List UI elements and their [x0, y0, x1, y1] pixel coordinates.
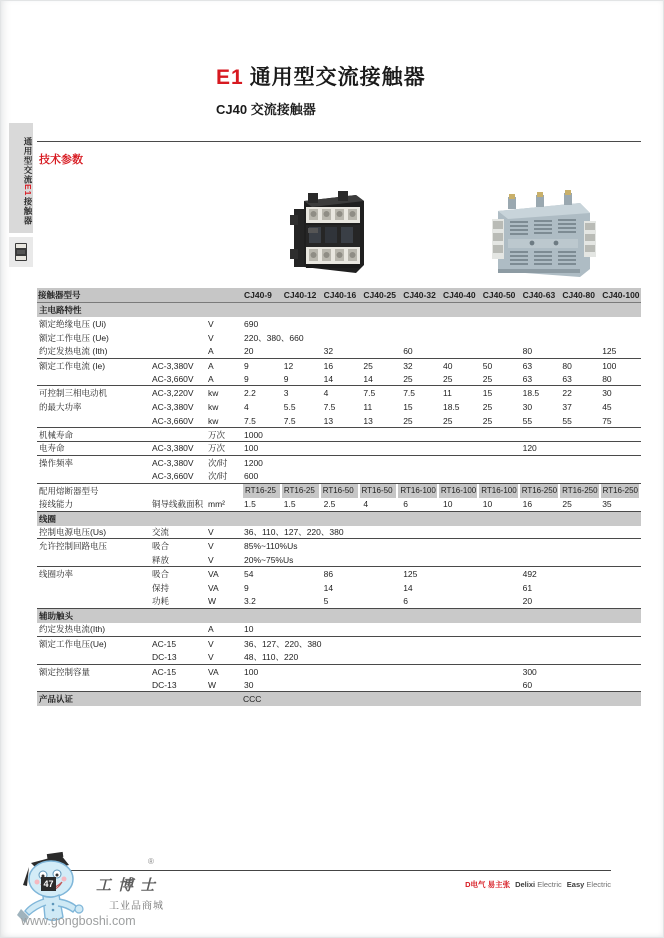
table-row	[37, 317, 641, 331]
row-unit: V	[208, 318, 214, 329]
row-value-1: 5.5	[283, 402, 296, 413]
row-value-0: 690	[244, 318, 259, 329]
row-label: 额定绝缘电压 (Ui)	[39, 318, 107, 329]
row-value-5: 25	[442, 374, 453, 384]
row-sublabel: 保持	[152, 583, 170, 594]
spec-table	[37, 288, 641, 706]
row-unit: 次/时	[208, 471, 228, 482]
row-value-0: 9	[244, 374, 249, 384]
row-sublabel: 吸合	[152, 569, 170, 580]
row-label: 操作频率	[39, 457, 74, 468]
row-sublabel: 交流	[152, 527, 170, 538]
row-value-8: RT16-250	[560, 484, 598, 498]
mini-contactor-icon	[13, 241, 29, 263]
row-value-4: 25	[403, 374, 413, 384]
row-value-0: 600	[244, 471, 259, 482]
row-value-7: 18.5	[522, 388, 540, 399]
row-value-0: 1000	[244, 429, 263, 440]
row-unit: 万次	[208, 443, 226, 454]
row-label: 额定控制容量	[39, 666, 91, 677]
row-sublabel: AC-3,380V	[152, 443, 194, 454]
side-tab-line2: 接触器	[23, 196, 33, 226]
row-label: 电寿命	[39, 443, 65, 454]
row-unit: W	[208, 596, 217, 607]
row-value-7: 63	[522, 360, 533, 371]
row-value-7: 60	[522, 679, 533, 690]
row-value-2: 14	[323, 583, 334, 594]
row-value-4: 60	[403, 346, 413, 357]
row-unit: A	[208, 360, 214, 371]
row-unit: A	[208, 624, 214, 635]
table-row	[37, 470, 641, 484]
table-row	[37, 373, 641, 387]
table-row	[37, 553, 641, 567]
side-tab	[9, 123, 33, 267]
row-sublabel: 功耗	[152, 596, 170, 607]
table-header-model-4: CJ40-32	[403, 290, 436, 300]
table-row	[37, 651, 641, 665]
row-value-0: 85%~110%Us	[244, 541, 298, 552]
row-value-0: 9	[244, 583, 249, 594]
brand-footer	[465, 879, 611, 890]
row-value-0: 1200	[244, 457, 263, 468]
row-value-8: 25	[562, 499, 572, 510]
page-title-text: 通用型交流接触器	[249, 66, 426, 89]
row-value-1: 7.5	[283, 415, 296, 426]
side-tab-line1: 通用型交流	[23, 136, 33, 185]
row-sublabel: AC-3,380V	[152, 457, 194, 468]
side-tab-label	[9, 123, 33, 235]
table-section-label: 主电路特性	[39, 305, 82, 315]
row-value-0: 1.5	[244, 499, 256, 510]
row-value-3: 13	[363, 415, 373, 426]
row-value-5: 25	[442, 415, 453, 426]
row-value-8: 55	[562, 415, 572, 426]
row-value-4: 14	[403, 583, 413, 594]
row-value-7: 492	[522, 569, 537, 580]
row-value-7: 30	[522, 402, 533, 413]
row-value-2: 32	[323, 346, 334, 357]
row-value-0: 4	[244, 402, 249, 413]
product-photo-large-contactor	[484, 185, 599, 290]
row-value-8: 22	[562, 388, 572, 399]
row-unit: mm²	[208, 499, 225, 510]
row-value-7: 300	[522, 666, 537, 677]
row-unit: 次/时	[208, 457, 228, 468]
table-section-label: 辅助触头	[39, 610, 74, 621]
table-row	[37, 539, 641, 553]
brand-delixi: Delixi Electric	[515, 880, 562, 889]
table-row	[37, 414, 641, 428]
row-sublabel: 释放	[152, 554, 170, 565]
row-value-0: 36、110、127、220、380	[244, 527, 344, 538]
row-unit: V	[208, 541, 214, 552]
row-unit: V	[208, 554, 214, 565]
row-value-3: RT16-50	[360, 484, 397, 498]
row-value-9: 75	[602, 415, 612, 426]
table-row	[37, 359, 641, 373]
row-value-0: 30	[244, 679, 254, 690]
table-row	[37, 428, 641, 442]
logo-title: 工博士	[96, 878, 163, 894]
row-unit: kw	[208, 402, 219, 413]
table-row	[37, 386, 641, 400]
row-unit: V	[208, 332, 214, 343]
table-header-label: 接触器型号	[38, 290, 81, 300]
page-subtitle: CJ40 交流接触器	[216, 102, 316, 117]
table-header-model-6: CJ40-50	[482, 290, 516, 300]
row-value-1: 1.5	[283, 499, 296, 510]
row-value-7: 80	[522, 346, 533, 357]
row-unit: 万次	[208, 429, 226, 440]
row-value-5: 18.5	[442, 402, 460, 413]
row-value-1: RT16-25	[282, 484, 319, 498]
table-row	[37, 498, 641, 512]
row-value-0: 10	[244, 624, 254, 635]
row-value-9: RT16-250	[601, 484, 639, 498]
row-value-7: RT16-250	[520, 484, 558, 498]
row-label: 额定工作电压(Ue)	[39, 638, 107, 649]
page-title-code: E1	[216, 66, 244, 89]
table-header-model-3: CJ40-25	[363, 290, 396, 300]
table-row	[37, 665, 641, 679]
row-value-6: 15	[482, 388, 493, 399]
row-value-0: 220、380、660	[244, 332, 304, 343]
row-label: 约定发热电流(Ith)	[39, 624, 106, 635]
row-sublabel: 吸合	[152, 541, 170, 552]
product-photo-small-contactor	[284, 187, 374, 287]
side-tab-red: E1	[23, 184, 33, 197]
row-sublabel: AC-3,220V	[152, 388, 194, 399]
row-sublabel: AC-3,380V	[152, 402, 194, 413]
table-section-label: 产品认证	[39, 694, 74, 705]
row-value-6: RT16-100	[479, 484, 517, 498]
row-value-2: 4	[323, 388, 329, 399]
row-value-8: 37	[562, 402, 572, 413]
table-section-value: CCC	[243, 694, 262, 705]
table-row	[37, 484, 641, 498]
row-unit: A	[208, 346, 214, 357]
row-value-8: 80	[562, 360, 572, 371]
footer-divider	[59, 870, 611, 871]
table-section-row	[37, 692, 641, 706]
logo-subtitle: 工业品商城	[109, 901, 164, 912]
row-unit: W	[208, 679, 217, 690]
registered-mark: ®	[148, 857, 154, 866]
row-value-9: 125	[602, 346, 617, 357]
row-value-0: 100	[244, 443, 259, 454]
row-value-2: RT16-50	[321, 484, 358, 498]
table-header-model-1: CJ40-12	[283, 290, 317, 300]
row-sublabel: AC-3,660V	[152, 471, 194, 482]
row-value-3: 4	[363, 499, 369, 510]
page-number: 47	[41, 877, 56, 891]
row-value-8: 63	[562, 374, 572, 384]
table-header-model-8: CJ40-80	[562, 290, 595, 300]
row-value-9: 30	[602, 388, 612, 399]
table-row	[37, 623, 641, 637]
row-unit: kw	[208, 415, 219, 426]
row-label: 接线能力	[39, 499, 74, 510]
row-label: 可控制三相电动机	[39, 388, 108, 399]
row-sublabel: DC-13	[152, 679, 177, 690]
table-row	[37, 331, 641, 345]
website-url: www.gongboshi.com	[21, 914, 136, 928]
table-header-model-2: CJ40-16	[323, 290, 357, 300]
row-label: 约定发热电流 (Ith)	[39, 346, 108, 357]
row-value-2: 14	[323, 374, 334, 384]
row-value-9: 45	[602, 402, 612, 413]
row-value-0: 3.2	[244, 596, 256, 607]
table-header-row	[37, 288, 641, 303]
row-label: 的最大功率	[39, 402, 82, 413]
row-value-6: 50	[482, 360, 493, 371]
row-value-7: 61	[522, 583, 533, 594]
table-row	[37, 567, 641, 581]
row-value-6: 25	[482, 415, 493, 426]
row-value-4: 25	[403, 415, 413, 426]
table-section-row	[37, 303, 641, 317]
table-header-model-0: CJ40-9	[244, 290, 272, 300]
row-value-1: 3	[283, 388, 289, 399]
header-divider	[37, 141, 641, 142]
brand-cn: D电气 易主张	[465, 880, 511, 889]
row-value-0: 20%~75%Us	[244, 554, 294, 565]
row-unit: kw	[208, 388, 219, 399]
row-value-5: 10	[442, 499, 453, 510]
table-row	[37, 637, 641, 651]
row-label: 线圈功率	[39, 569, 74, 580]
row-value-3: 25	[363, 360, 373, 371]
table-section-label: 线圈	[39, 513, 57, 524]
row-sublabel: AC-3,380V	[152, 360, 194, 371]
row-value-2: 2.5	[323, 499, 336, 510]
row-value-6: 10	[482, 499, 493, 510]
row-label: 配用熔断器型号	[39, 485, 99, 496]
row-value-4: 6	[403, 499, 408, 510]
row-value-4: 7.5	[403, 388, 416, 399]
row-value-1: 12	[283, 360, 294, 371]
row-value-0: 20	[244, 346, 254, 357]
row-sublabel: AC-15	[152, 666, 177, 677]
table-header-spacer2	[207, 293, 243, 297]
row-value-0: 7.5	[244, 415, 256, 426]
row-sublabel: AC-3,660V	[152, 415, 194, 426]
row-value-7: 16	[522, 499, 533, 510]
row-sublabel: 铜导线截面积	[152, 499, 204, 510]
table-row	[37, 581, 641, 595]
row-value-5: 11	[442, 388, 452, 399]
row-value-0: 48、110、220	[244, 652, 299, 663]
row-value-2: 7.5	[323, 402, 336, 413]
row-value-4: 125	[403, 569, 418, 580]
row-unit: V	[208, 652, 214, 663]
row-sublabel: AC-3,660V	[152, 374, 194, 384]
table-header-model-5: CJ40-40	[442, 290, 476, 300]
table-row	[37, 345, 641, 359]
row-value-9: 100	[602, 360, 617, 371]
row-unit: A	[208, 374, 214, 384]
row-unit: VA	[208, 569, 219, 580]
row-value-0: 54	[244, 569, 254, 580]
row-value-0: RT16-25	[243, 484, 280, 498]
row-value-2: 16	[323, 360, 334, 371]
table-header-spacer1	[151, 293, 207, 297]
row-value-9: 35	[602, 499, 612, 510]
row-value-6: 25	[482, 402, 493, 413]
row-value-4: 6	[403, 596, 408, 607]
row-value-4: RT16-100	[398, 484, 436, 498]
row-value-0: 2.2	[244, 388, 256, 399]
table-header-model-9: CJ40-100	[602, 290, 640, 300]
table-row	[37, 400, 641, 414]
brand-easy-electric: Easy Electric	[566, 880, 611, 889]
row-value-7: 120	[522, 443, 537, 454]
row-value-7: 63	[522, 374, 533, 384]
side-tab-product-icon	[9, 237, 33, 267]
row-label: 机械寿命	[39, 429, 74, 440]
row-value-0: 9	[244, 360, 249, 371]
row-value-2: 86	[323, 569, 334, 580]
row-value-5: RT16-100	[439, 484, 477, 498]
table-row	[37, 526, 641, 540]
table-row	[37, 442, 641, 456]
row-value-7: 55	[522, 415, 533, 426]
section-heading: 技术参数	[39, 154, 83, 166]
row-label: 控制电源电压(Us)	[39, 527, 107, 538]
row-value-6: 25	[482, 374, 493, 384]
row-value-1: 9	[283, 374, 289, 384]
row-value-3: 7.5	[363, 388, 376, 399]
table-row	[37, 595, 641, 609]
row-value-5: 40	[442, 360, 453, 371]
table-section-row	[37, 609, 641, 623]
row-value-3: 11	[363, 402, 373, 413]
row-sublabel: AC-15	[152, 638, 177, 649]
row-unit: V	[208, 527, 214, 538]
row-value-2: 5	[323, 596, 329, 607]
row-label: 额定工作电流 (Ie)	[39, 360, 106, 371]
row-value-0: 36、127、220、380	[244, 638, 322, 649]
row-value-9: 80	[602, 374, 612, 384]
table-row	[37, 456, 641, 470]
row-label: 额定工作电压 (Ue)	[39, 332, 109, 343]
row-label: 允许控制回路电压	[39, 541, 108, 552]
table-row	[37, 678, 641, 692]
row-value-2: 13	[323, 415, 334, 426]
table-header-model-7: CJ40-63	[522, 290, 556, 300]
row-value-0: 100	[244, 666, 259, 677]
row-sublabel: DC-13	[152, 652, 177, 663]
row-unit: V	[208, 638, 214, 649]
row-value-4: 32	[403, 360, 413, 371]
row-value-7: 20	[522, 596, 533, 607]
table-section-row	[37, 512, 641, 526]
row-unit: VA	[208, 666, 219, 677]
row-value-3: 14	[363, 374, 373, 384]
page-title	[216, 61, 426, 91]
row-unit: VA	[208, 583, 219, 594]
row-value-4: 15	[403, 402, 413, 413]
